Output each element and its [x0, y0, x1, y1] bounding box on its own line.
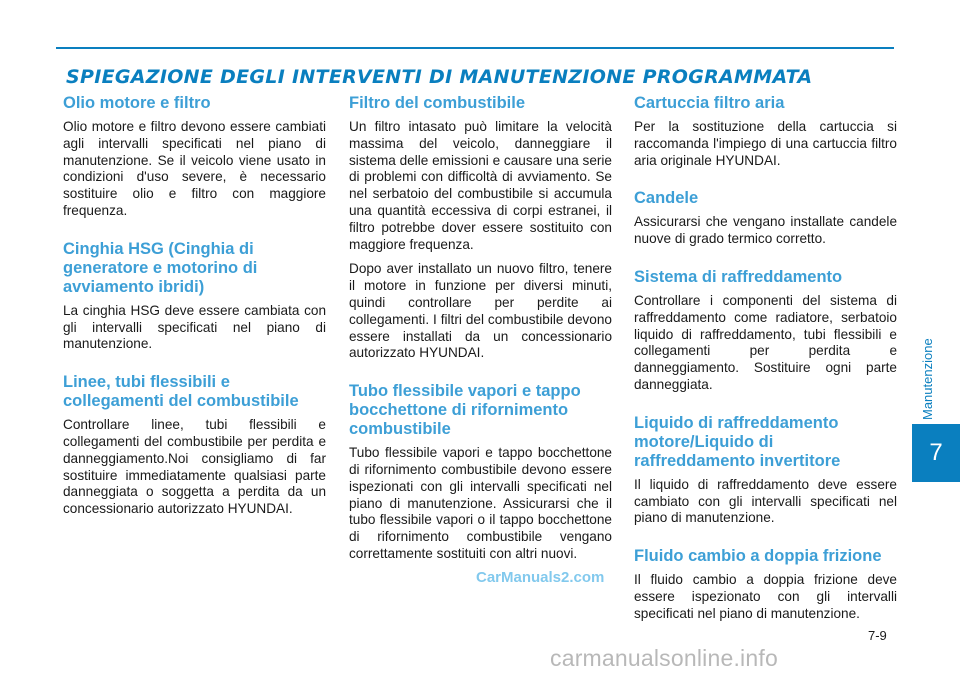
section-text-vapor-hose: Tubo flessibile vapori e tappo bocchettone di rifornimento combustibile devono essere ispezionati con gli intervalli specificati nel piano di manutenzione. Assicurarsi che il tubo flessibile vapori o il tappo bocchettone di rifornimento combustibile vengano correttamente sostituiti con altri nuovi. [349, 445, 612, 561]
section-heading-coolant: Liquido di raffreddamento motore/Liquido di raffreddamento invertitore [634, 413, 841, 470]
page-number: 7-9 [868, 628, 887, 643]
section-heading-oil: Olio motore e filtro [63, 94, 211, 112]
section-text-fuel-filter-2: Dopo aver installato un nuovo filtro, tenere il motore in funzione per diversi minuti, quindi controllare per perdite ai collegamenti. I filtri del combustibile devono essere installati da un concessionario autorizzato HYUNDAI. [349, 261, 612, 361]
section-text-dct-fluid: Il fluido cambio a doppia frizione deve essere ispezionato con gli intervalli specificati nel piano di manutenzione. [634, 572, 897, 621]
section-text-fuel-filter-1: Un filtro intasato può limitare la velocità massima del veicolo, danneggiare il sistema delle emissioni e causare una serie di problemi con difficoltà di avviamento. Se nel serbatoio del combustibile si accumula una quantità eccessiva di corpi estranei, il filtro potrebbe dover essere sostituito con maggiore frequenza. [349, 119, 612, 252]
section-text-coolant: Il liquido di raffreddamento deve essere cambiato con gli intervalli specificati nel piano di manutenzione. [634, 476, 897, 526]
section-text-cooling-system: Controllare i componenti del sistema di raffreddamento come radiatore, serbatoio liquido di raffreddamento, tubi flessibili e collegamenti per perdita e danneggiamento. Sostituire ogni parte danneggiata. [634, 292, 897, 392]
section-heading-dct-fluid: Fluido cambio a doppia frizione [634, 547, 882, 566]
section-heading-hsg-belt: Cinghia HSG (Cinghia di generatore e motorino di avviamento ibridi) [63, 239, 258, 296]
column-1 [63, 94, 326, 526]
section-text-hsg-belt: La cinghia HSG deve essere cambiata con gli intervalli specificati nel piano di manutenzione. [63, 302, 326, 352]
section-heading-cooling-system: Sistema di raffreddamento [634, 267, 843, 286]
page-title: SPIEGAZIONE DEGLI INTERVENTI DI MANUTENZIONE PROGRAMMATA [66, 66, 813, 88]
section-text-fuel-lines: Controllare linee, tubi flessibili e collegamenti del combustibile per perdita e danneggiamento.Noi consigliamo di far sostituire immediatamente qualsiasi parte danneggiata o soggetta a perdita da un concessionario autorizzato HYUNDAI. [63, 417, 326, 517]
section-heading-air-filter: Cartuccia filtro aria [634, 94, 785, 112]
column-3 [634, 94, 897, 631]
section-heading-spark-plugs: Candele [634, 189, 699, 208]
footer-watermark: carmanualsonline.info [550, 645, 778, 671]
section-heading-fuel-filter: Filtro del combustibile [349, 94, 526, 112]
watermark: CarManuals2.com [476, 569, 605, 586]
top-rule [56, 47, 894, 49]
chapter-tab: 7 [912, 424, 960, 482]
section-text-spark-plugs: Assicurarsi che vengano installate candele nuove di grado termico corretto. [634, 214, 897, 247]
section-text-air-filter: Per la sostituzione della cartuccia si raccomanda l'impiego di una cartuccia filtro aria originale HYUNDAI. [634, 119, 897, 168]
chapter-side-label: Manutenzione [920, 338, 935, 420]
section-heading-vapor-hose: Tubo flessibile vapori e tappo bocchettone di rifornimento combustibile [349, 382, 581, 439]
section-heading-fuel-lines: Linee, tubi flessibili e collegamenti del combustibile [63, 373, 299, 411]
section-text-oil: Olio motore e filtro devono essere cambiati agli intervalli specificati nel piano di manutenzione. Se il veicolo viene usato in condizioni d'uso severe, è necessario sostituire olio e filtro con maggiore frequenza. [63, 119, 326, 218]
column-2 [349, 94, 612, 571]
